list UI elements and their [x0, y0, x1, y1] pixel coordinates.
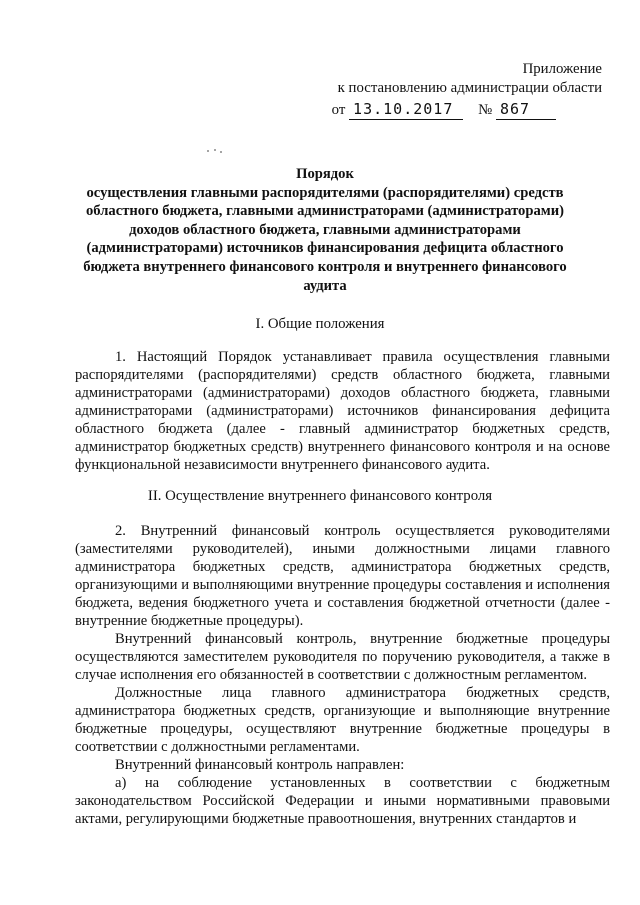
- title-subtitle: осуществления главными распорядителями (распорядителями) средств областного бюджета, главными администраторами (администраторами) доходов областного бюджета, главными администраторами (администраторами) источников финансирования дефицита областного бюджета внутреннего финансового контроля и внутреннего финансового аудита: [83, 184, 567, 294]
- paragraph: Внутренний финансовый контроль, внутренние бюджетные процедуры осуществляются заместителем руководителя по поручению руководителя, а также в случае исполнения его обязанностей в соответствии с должностным регламентом.: [75, 631, 610, 683]
- appendix-label: Приложение: [522, 61, 602, 77]
- paragraph: 1. Настоящий Порядок устанавливает правила осуществления главными распорядителями (распорядителями) средств областного бюджета, главными администраторами (администраторами) доходов областного бюджета, главными администраторами (администраторами) источников финансирования дефицита областного бюджета (далее - главный администратор бюджетных средств, администратор бюджетных средств) внутреннего финансового контроля и на основе функциональной независимости внутреннего финансового аудита.: [75, 349, 610, 473]
- decree-date-number: [332, 100, 596, 120]
- section-1-body: [75, 348, 610, 474]
- decree-date: 13.10.2017: [349, 100, 463, 120]
- from-label: от: [331, 102, 346, 118]
- paragraph: Внутренний финансовый контроль направлен:: [115, 757, 405, 773]
- section-1-heading: I. Общие положения: [255, 316, 385, 332]
- decree-reference: к постановлению администрации области: [337, 80, 602, 96]
- paragraph: 2. Внутренний финансовый контроль осуществляется руководителями (заместителями руководителей), иными должностными лицами главного администратора бюджетных средств, администратора бюджетных средств, организующими и выполняющими внутренние процедуры составления и исполнения бюджета, ведения бюджетного учета и составления бюджетной отчетности (далее - внутренние бюджетные процедуры).: [75, 523, 610, 629]
- paragraph: а) на соблюдение установленных в соответствии с бюджетным законодательством Российской Федерации и иными нормативными правовыми актами, регулирующими бюджетные правоотношения, внутренних стандартов и: [75, 775, 610, 827]
- scan-specks: [205, 146, 225, 156]
- paragraph: Должностные лица главного администратора бюджетных средств, администратора бюджетных средств, организующие и выполняющие внутренние бюджетные процедуры, осуществляют внутренние бюджетные процедуры в соответствии с должностными регламентами.: [75, 685, 610, 755]
- appendix-header: [331, 60, 602, 120]
- section-2-body: [75, 522, 610, 828]
- title-heading: Порядок: [296, 166, 354, 182]
- section-2-heading: II. Осуществление внутреннего финансового контроля: [147, 488, 493, 504]
- document-title: [75, 165, 575, 295]
- number-label: №: [478, 102, 493, 118]
- decree-number: 867: [496, 100, 556, 120]
